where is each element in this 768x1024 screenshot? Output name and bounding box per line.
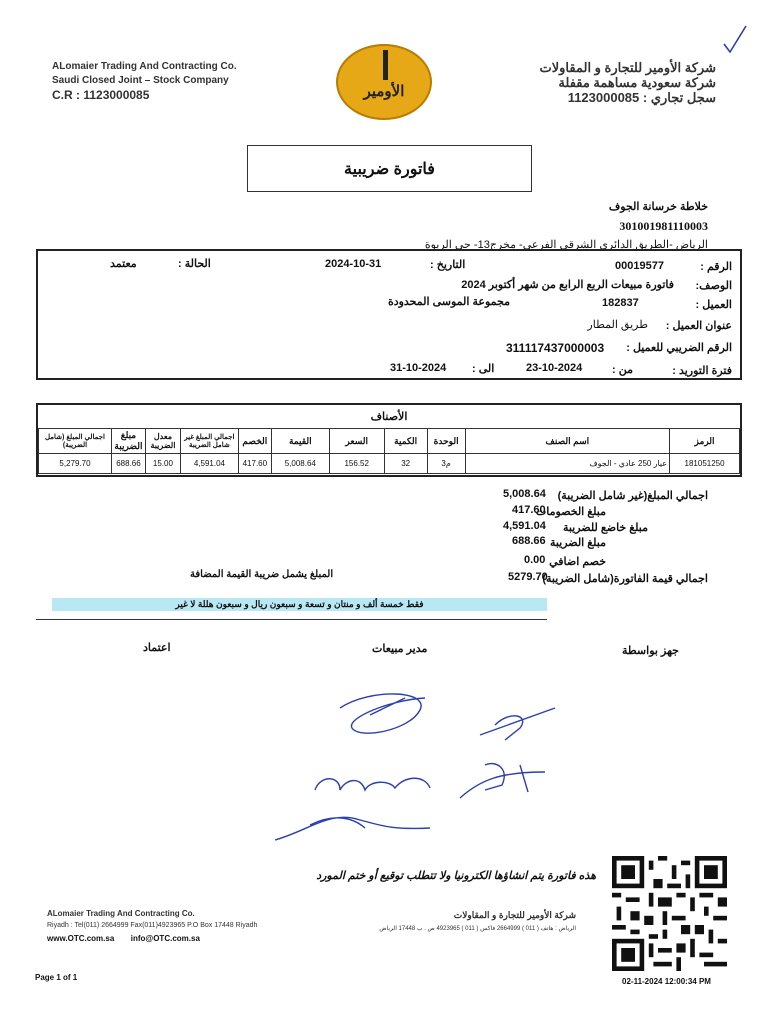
cell-qty: 32 bbox=[384, 454, 427, 474]
document-title: فاتورة ضريبية bbox=[247, 145, 532, 192]
company-type-ar: شركة سعودية مساهمة مقفلة bbox=[558, 75, 716, 90]
invoice-status: معتمد bbox=[110, 258, 137, 270]
cell-tax-rate: 15.00 bbox=[145, 454, 180, 474]
customer-number: 182837 bbox=[602, 297, 639, 309]
tax-value: 688.66 bbox=[512, 535, 546, 547]
taxable-label: مبلغ خاضع للضريبة bbox=[562, 522, 648, 534]
company-header-ar bbox=[540, 60, 717, 105]
col-code: الرمز bbox=[670, 429, 740, 454]
extra-discount-label: خصم اضافي bbox=[549, 556, 606, 568]
period-from: 23-10-2024 bbox=[526, 362, 583, 374]
items-header-row bbox=[39, 429, 740, 454]
cell-discount: 417.60 bbox=[238, 454, 271, 474]
company-type-en: Saudi Closed Joint – Stock Company bbox=[52, 75, 229, 86]
invoice-total-label: اجمالي قيمة الفاتورة(شامل الضريبة) bbox=[542, 573, 708, 585]
discounts-label: مبلغ الخصومات bbox=[535, 506, 606, 518]
invoice-total-value: 5279.70 bbox=[508, 571, 548, 583]
footer-ar bbox=[379, 910, 576, 932]
col-tax-amount: مبلغ الضريبة bbox=[111, 429, 145, 454]
cell-net: 4,591.04 bbox=[180, 454, 238, 474]
company-logo bbox=[336, 44, 432, 120]
handwritten-signatures bbox=[270, 680, 570, 850]
invoice-date-label: التاريخ : bbox=[430, 259, 466, 271]
divider bbox=[36, 619, 547, 620]
col-item-name: اسم الصنف bbox=[465, 429, 669, 454]
invoice-number-label: الرقم : bbox=[700, 261, 732, 273]
company-header-en bbox=[52, 60, 237, 102]
cell-value: 5,008.64 bbox=[271, 454, 329, 474]
invoice-date: 2024-10-31 bbox=[325, 258, 382, 270]
taxable-value: 4,591.04 bbox=[503, 520, 546, 532]
cell-code: 181051250 bbox=[670, 454, 740, 474]
cell-item-name: عيار 250 عادي - الجوف bbox=[465, 454, 669, 474]
period-from-label: من : bbox=[612, 364, 633, 376]
seller-address: الرياض -الطريق الدائري الشرقي الفرعي- مخرج13- حي الربوة bbox=[424, 239, 708, 251]
company-name-en: ALomaier Trading And Contracting Co. bbox=[52, 61, 237, 72]
col-value: القيمة bbox=[271, 429, 329, 454]
prepared-by-label: جهز بواسطة bbox=[622, 645, 679, 657]
cell-total: 5,279.70 bbox=[39, 454, 112, 474]
logo-text: الأومير bbox=[363, 83, 405, 100]
footer-company-en: ALomaier Trading And Contracting Co. bbox=[47, 909, 195, 918]
footer-en bbox=[47, 909, 257, 943]
approval-label: اعتماد bbox=[143, 642, 171, 654]
cell-tax-amount: 688.66 bbox=[111, 454, 145, 474]
col-total: اجمالي المبلغ (شامل الضريبة) bbox=[39, 429, 112, 454]
discounts-value: 417.60 bbox=[512, 504, 546, 516]
company-name-ar: شركة الأومير للتجارة و المقاولات bbox=[539, 60, 716, 75]
items-table bbox=[38, 428, 740, 474]
col-unit: الوحدة bbox=[427, 429, 465, 454]
check-mark-icon bbox=[722, 24, 748, 56]
footer-email[interactable]: info@OTC.com.sa bbox=[130, 934, 200, 943]
qr-code bbox=[612, 856, 727, 971]
table-row bbox=[39, 454, 740, 474]
period-to: 31-10-2024 bbox=[390, 362, 447, 374]
customer-address: طريق المطار bbox=[587, 319, 648, 331]
period-to-label: الى : bbox=[472, 363, 495, 375]
col-qty: الكمية bbox=[384, 429, 427, 454]
customer-label: العميل : bbox=[695, 299, 732, 311]
col-net: اجمالي المبلغ غير شامل الضريبة bbox=[180, 429, 238, 454]
col-price: السعر bbox=[329, 429, 384, 454]
electronic-invoice-note: هذه فاتورة يتم انشاؤها الكترونيا ولا تتطلب توقيع أو ختم المورد bbox=[316, 870, 596, 882]
cell-unit: م3 bbox=[427, 454, 465, 474]
description-value: فاتورة مبيعات الربع الرابع من شهر أكتوبر 2024 bbox=[461, 279, 674, 291]
supply-period-label: فترة التوريد : bbox=[672, 365, 732, 377]
footer-contact-en: Riyadh : Tel(011) 2664999 Fax(011)4923965 P.O Box 17448 Riyadh bbox=[47, 922, 258, 929]
logo-mark bbox=[383, 50, 388, 80]
sales-manager-label: مدير مبيعات bbox=[372, 643, 428, 655]
seller-info bbox=[425, 198, 708, 255]
description-label: الوصف: bbox=[695, 280, 732, 292]
tax-label: مبلغ الضريبة bbox=[549, 537, 606, 549]
footer-website[interactable]: www.OTC.com.sa bbox=[47, 934, 115, 943]
customer-vat-label: الرقم الضريبي للعميل : bbox=[626, 342, 732, 354]
subtotal-value: 5,008.64 bbox=[503, 488, 546, 500]
subtotal-label: اجمالي المبلغ(غير شامل الضريبة) bbox=[557, 490, 708, 502]
company-cr-ar: سجل تجاري : 1123000085 bbox=[567, 90, 716, 105]
customer-address-label: عنوان العميل : bbox=[665, 320, 732, 332]
invoice-status-label: الحالة : bbox=[178, 258, 211, 270]
amount-in-words: فقط خمسة ألف و منتان و تسعة و سبعون ريال و سبعون هللة لا غير bbox=[52, 598, 547, 611]
seller-vat: 301001981110003 bbox=[619, 219, 708, 233]
customer-vat: 311117437000003 bbox=[506, 341, 605, 355]
company-cr-en: C.R : 1123000085 bbox=[52, 88, 150, 102]
cell-price: 156.52 bbox=[329, 454, 384, 474]
vat-note: المبلغ يشمل ضريبة القيمة المضافة bbox=[190, 569, 334, 580]
col-discount: الخصم bbox=[238, 429, 271, 454]
print-timestamp: 02-11-2024 12:00:34 PM bbox=[622, 977, 711, 986]
invoice-number: 00019577 bbox=[615, 260, 664, 272]
footer-contact-ar: الرياض : هاتف ( 011 ) 2664999 فاكس ( 011 ) 4923965 ص . ب 17448 الرياض bbox=[379, 926, 576, 932]
seller-name: خلاطة خرسانة الجوف bbox=[608, 201, 708, 213]
page-number: Page 1 of 1 bbox=[35, 973, 78, 982]
col-tax-rate: معدل الضريبة bbox=[145, 429, 180, 454]
footer-company-ar: شركة الأومير للتجارة و المقاولات bbox=[453, 910, 576, 920]
items-section-title: الأصناف bbox=[370, 411, 408, 423]
customer-name: مجموعة الموسى المحدودة bbox=[387, 296, 510, 308]
extra-discount-value: 0.00 bbox=[524, 554, 546, 566]
